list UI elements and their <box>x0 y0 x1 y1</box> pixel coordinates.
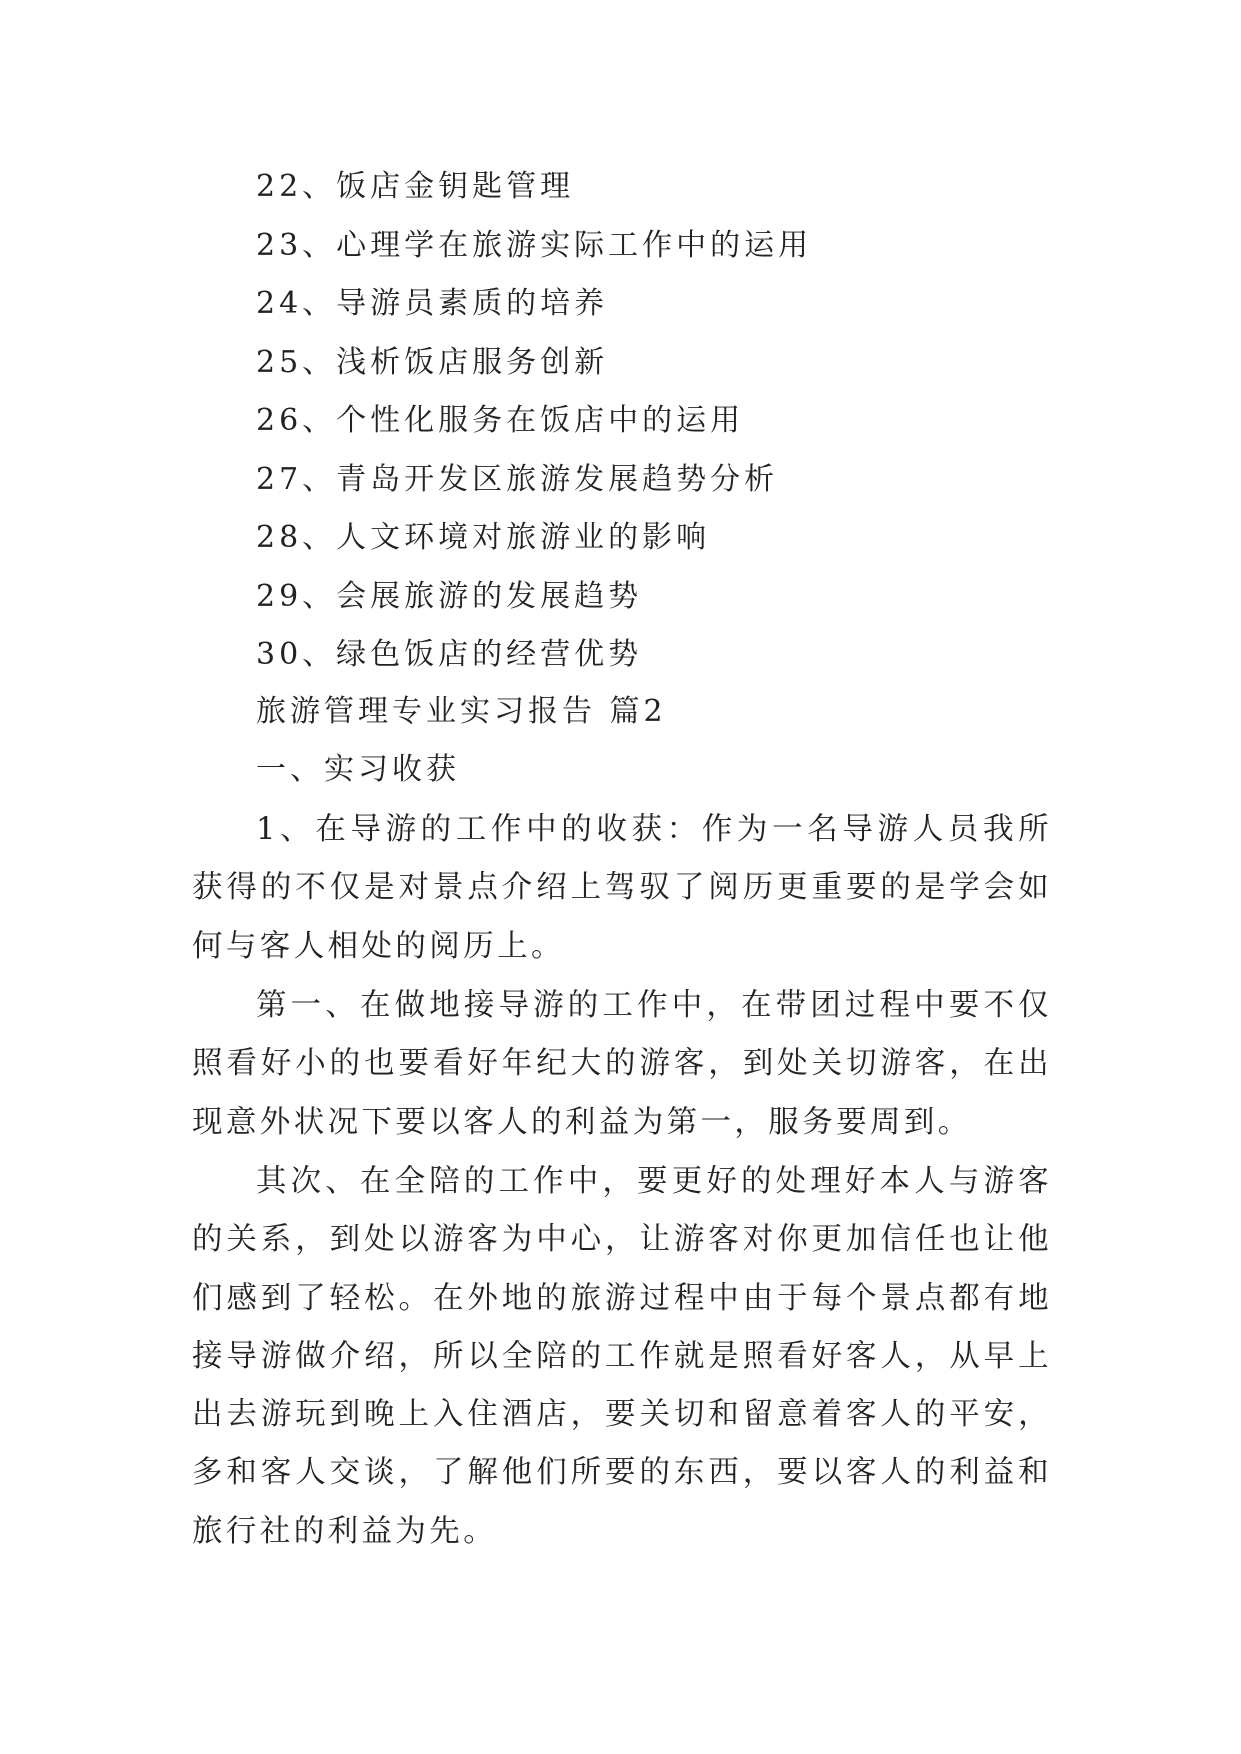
list-item: 23、心理学在旅游实际工作中的运用 <box>256 227 813 263</box>
section-heading: 一、实习收获 <box>256 752 460 787</box>
section-title: 旅游管理专业实习报告 篇2 <box>256 694 667 729</box>
paragraph-guide-gains: 1、在导游的工作中的收获：作为一名导游人员我所获得的不仅是对景点介绍上驾驭了阅历更重要的是学会如何与客人相处的阅历上。 <box>192 812 1052 964</box>
list-item: 25、浅析饭店服务创新 <box>256 344 609 380</box>
list-item: 27、青岛开发区旅游发展趋势分析 <box>256 461 779 497</box>
list-item: 22、饭店金钥匙管理 <box>256 169 575 204</box>
list-item: 29、会展旅游的发展趋势 <box>256 578 643 614</box>
topic-list <box>256 158 812 685</box>
list-item: 28、人文环境对旅游业的影响 <box>256 520 711 555</box>
list-item: 30、绿色饭店的经营优势 <box>256 637 643 672</box>
list-item: 26、个性化服务在饭店中的运用 <box>256 403 745 438</box>
paragraph-national-guide: 其次、在全陪的工作中，要更好的处理好本人与游客的关系，到处以游客为中心，让游客对你更加信任也让他们感到了轻松。在外地的旅游过程中由于每个景点都有地接导游做介绍，所以全陪的工作就是照看好客人，从早上出去游玩到晚上入住酒店，要关切和留意着客人的平安，多和客人交谈，了解他们所要的东西，要以客人的利益和旅行社的利益为先。 <box>192 1164 1052 1549</box>
list-item: 24、导游员素质的培养 <box>256 286 609 321</box>
paragraph-local-guide: 第一、在做地接导游的工作中，在带团过程中要不仅照看好小的也要看好年纪大的游客，到处关切游客，在出现意外状况下要以客人的利益为第一，服务要周到。 <box>192 988 1052 1140</box>
